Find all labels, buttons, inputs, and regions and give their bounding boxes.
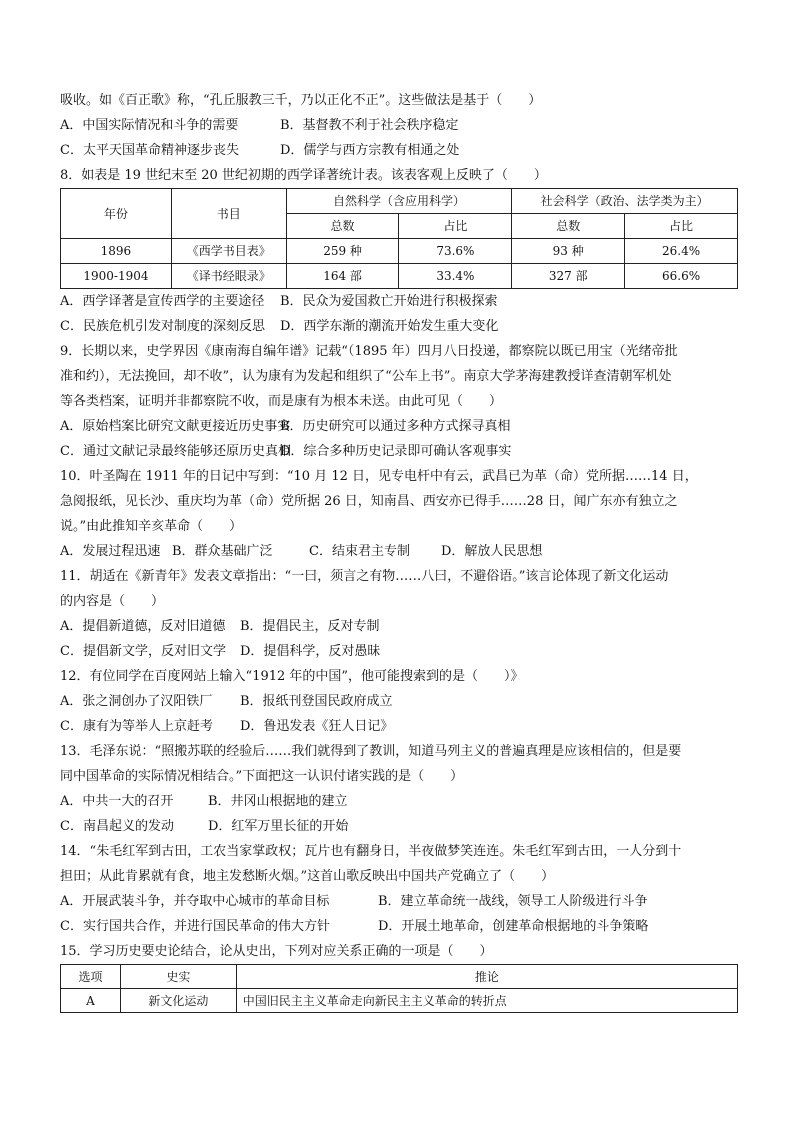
q10-option-c[interactable]: C．结束君主专制	[309, 544, 410, 559]
table-cell: 93 种	[512, 239, 625, 264]
q7-option-c[interactable]: C．太平天国革命精神逐步丧失	[60, 143, 239, 158]
q12-option-d[interactable]: D．鲁迅发表《狂人日记》	[240, 719, 394, 734]
q12-option-b[interactable]: B．报纸刊登国民政府成立	[240, 694, 393, 709]
q14-stem-line-1: 14．“朱毛红军到古田，工农当家掌政权；瓦片也有翻身日，半夜做梦笑连连。朱毛红军到古田，一人分到十	[60, 844, 682, 859]
q10-stem-line-2: 急阅报纸，见长沙、重庆均为革（命）党所据 26 日，知南昌、西安亦已得手……28 日，闻广东亦有独立之	[60, 494, 678, 509]
q13-stem-line-2: 同中国革命的实际情况相结合。”下面把这一认识付诸实践的是（ ）	[60, 769, 464, 784]
q9-option-c[interactable]: C．通过文献记录最终能够还原历史真相	[60, 444, 291, 459]
q8-options-row-1	[60, 289, 738, 314]
q12-option-a[interactable]: A．张之洞创办了汉阳铁厂	[60, 694, 213, 709]
q10-option-d[interactable]: D．解放人民思想	[441, 544, 543, 559]
q9-stem-line-1: 9．长期以来，史学界因《康南海自编年谱》记载“（1895 年）四月八日投递，都察院以既已用宝（光绪帝批	[60, 344, 678, 359]
q8-option-b[interactable]: B．民众为爱国救亡开始进行积极探索	[280, 294, 498, 309]
table-cell: 1900-1904	[61, 264, 172, 289]
q11-stem-line-2: 的内容是（ ）	[60, 594, 165, 609]
q11-option-d[interactable]: D．提倡科学，反对愚昧	[240, 644, 381, 659]
q14-option-a[interactable]: A．开展武装斗争，并夺取中心城市的革命目标	[60, 894, 330, 909]
q8-header-natural-science: 自然科学（含应用科学）	[286, 189, 512, 214]
q7-option-a[interactable]: A．中国实际情况和斗争的需要	[60, 118, 239, 133]
table-cell: 中国旧民主主义革命走向新民主主义革命的转折点	[236, 989, 737, 1013]
q7-stem-tail: 吸收。如《百正歌》称，“孔丘服教三千，乃以正化不正”。这些做法是基于（ ）	[60, 93, 542, 108]
q9-option-a[interactable]: A．原始档案比研究文献更接近历史事实	[60, 419, 291, 434]
q8-header-year: 年份	[61, 189, 172, 239]
q8-option-d[interactable]: D．西学东渐的潮流开始发生重大变化	[280, 319, 499, 334]
q14-options-row-2	[60, 914, 738, 939]
table-row	[61, 264, 738, 289]
q14-option-d[interactable]: D．开展土地革命，创建革命根据地的斗争策略	[378, 919, 649, 934]
q15-header-option: 选项	[61, 965, 121, 989]
q13-options-row-1	[60, 789, 738, 814]
q13-option-c[interactable]: C．南昌起义的发动	[60, 819, 174, 834]
q11-option-b[interactable]: B．提倡民主，反对专制	[240, 619, 380, 634]
q7-option-b[interactable]: B．基督教不利于社会秩序稳定	[280, 118, 459, 133]
q8-table	[60, 188, 738, 289]
q15-header-fact: 史实	[120, 965, 236, 989]
q8-subheader-total: 总数	[286, 214, 399, 239]
q8-stem: 8．如表是 19 世纪末至 20 世纪初期的西学译著统计表。该表客观上反映了（ ）	[60, 168, 547, 183]
q11-options-row-2	[60, 639, 738, 664]
q12-options-row-1	[60, 689, 738, 714]
q9-stem-line-2: 准和约），无法挽回，却不收”，认为康有为发起和组织了“公车上书”。南京大学茅海建教授详查清朝军机处	[60, 369, 672, 384]
q9-stem-line-3: 等各类档案，证明并非都察院不收，而是康有为根本未送。由此可见（ ）	[60, 394, 503, 409]
q8-subheader-total: 总数	[512, 214, 625, 239]
q10-stem-line-1: 10．叶圣陶在 1911 年的日记中写到：“10 月 12 日，见专电杆中有云，武昌已为革（命）党所据……14 日，	[60, 469, 698, 484]
q15-stem: 15．学习历史要史论结合，论从史出，下列对应关系正确的一项是（ ）	[60, 944, 493, 959]
q8-options-row-2	[60, 314, 738, 339]
q7-options-row-1	[60, 113, 738, 138]
q10-option-a[interactable]: A．发展过程迅速	[60, 544, 161, 559]
q9-options-row-2	[60, 439, 738, 464]
q11-options-row-1	[60, 614, 738, 639]
table-row	[61, 989, 738, 1013]
q9-option-d[interactable]: D．综合多种历史记录即可确认客观事实	[280, 444, 512, 459]
exam-page	[60, 88, 738, 1013]
q7-option-d[interactable]: D．儒学与西方宗教有相通之处	[280, 143, 460, 158]
q11-option-c[interactable]: C．提倡新文学，反对旧文学	[60, 644, 226, 659]
table-cell: 327 部	[512, 264, 625, 289]
table-cell: A	[61, 989, 121, 1013]
q12-option-c[interactable]: C．康有为等举人上京赶考	[60, 719, 213, 734]
q8-header-social-science: 社会科学（政治、法学类为主）	[512, 189, 738, 214]
q13-stem-line-1: 13．毛泽东说：“照搬苏联的经验后……我们就得到了教训，知道马列主义的普遍真理是应该相信的，但是要	[60, 744, 682, 759]
q8-subheader-ratio: 占比	[399, 214, 512, 239]
q8-header-book: 书目	[171, 189, 286, 239]
q14-option-b[interactable]: B．建立革命统一战线，领导工人阶级进行斗争	[378, 894, 648, 909]
q9-option-b[interactable]: B．历史研究可以通过多种方式探寻真相	[280, 419, 511, 434]
q8-subheader-ratio: 占比	[625, 214, 738, 239]
q8-table-header-row	[61, 189, 738, 214]
table-cell: 164 部	[286, 264, 399, 289]
table-cell: 1896	[61, 239, 172, 264]
table-row	[61, 239, 738, 264]
table-cell: 73.6%	[399, 239, 512, 264]
q10-options-row	[60, 539, 738, 564]
q8-option-a[interactable]: A．西学译著是宣传西学的主要途径	[60, 294, 265, 309]
q10-stem-line-3: 说。”由此推知辛亥革命（ ）	[60, 519, 243, 534]
table-cell: 《西学书目表》	[171, 239, 286, 264]
q9-options-row-1	[60, 414, 738, 439]
q14-stem-line-2: 担田；从此肯累就有食，地主发愁断火烟。”这首山歌反映出中国共产党确立了（ ）	[60, 869, 555, 884]
table-cell: 26.4%	[625, 239, 738, 264]
table-cell: 33.4%	[399, 264, 512, 289]
table-cell: 66.6%	[625, 264, 738, 289]
table-cell: 新文化运动	[120, 989, 236, 1013]
q13-options-row-2	[60, 814, 738, 839]
q13-option-d[interactable]: D．红军万里长征的开始	[208, 819, 349, 834]
q12-options-row-2	[60, 714, 738, 739]
q15-table-header-row	[61, 965, 738, 989]
q13-option-a[interactable]: A．中共一大的召开	[60, 794, 174, 809]
q14-options-row-1	[60, 889, 738, 914]
q11-stem-line-1: 11．胡适在《新青年》发表文章指出：“一曰，须言之有物……八曰，不避俗语。”该言论体现了新文化运动	[60, 569, 669, 584]
q12-stem: 12．有位同学在百度网站上输入“1912 年的中国”，他可能搜索到的是（ ）》	[60, 669, 524, 684]
table-cell: 259 种	[286, 239, 399, 264]
table-cell: 《译书经眼录》	[171, 264, 286, 289]
q13-option-b[interactable]: B．井冈山根据地的建立	[208, 794, 348, 809]
q11-option-a[interactable]: A．提倡新道德，反对旧道德	[60, 619, 226, 634]
q7-options-row-2	[60, 138, 738, 163]
q15-table	[60, 964, 738, 1013]
q8-option-c[interactable]: C．民族危机引发对制度的深刻反思	[60, 319, 265, 334]
q15-header-inference: 推论	[236, 965, 737, 989]
q14-option-c[interactable]: C．实行国共合作，并进行国民革命的伟大方针	[60, 919, 330, 934]
q10-option-b[interactable]: B．群众基础广泛	[172, 544, 273, 559]
